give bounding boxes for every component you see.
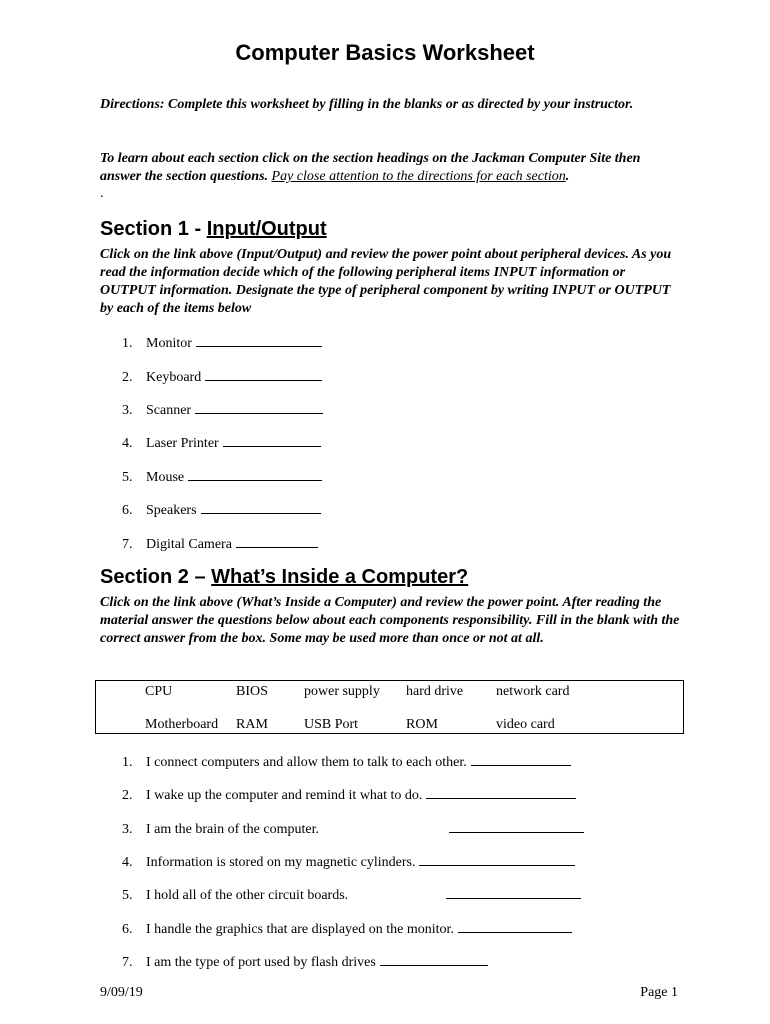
answer-blank[interactable] bbox=[195, 400, 323, 414]
answer-blank[interactable] bbox=[380, 952, 488, 966]
answer-blank[interactable] bbox=[426, 785, 576, 799]
answer-blank[interactable] bbox=[196, 333, 322, 347]
answer-blank[interactable] bbox=[205, 367, 322, 381]
section1-item: 6. Speakers bbox=[122, 500, 321, 519]
section1-item: 2. Keyboard bbox=[122, 367, 322, 386]
section2-link[interactable]: What’s Inside a Computer? bbox=[211, 566, 469, 588]
section2-heading: Section 2 – What’s Inside a Computer? bbox=[100, 566, 469, 588]
section1-heading: Section 1 - Input/Output bbox=[100, 218, 327, 240]
section1-instructions: Click on the link above (Input/Output) and review the power point about peripheral devices. As you read the information decide which of the following peripheral items INPUT information or OUTPUT information. Designate the type of peripheral component by writing INPUT or OUTPUT by each of the items below bbox=[100, 247, 672, 316]
section2-item: 2. I wake up the computer and remind it what to do. bbox=[122, 785, 576, 804]
section2-item: 1. I connect computers and allow them to talk to each other. bbox=[122, 752, 571, 771]
intro-text: To learn about each section click on the section headings on the Jackman Computer Site then answer the section questions. bbox=[100, 151, 641, 184]
section1-item: 4. Laser Printer bbox=[122, 433, 321, 452]
word-bank-item: USB Port bbox=[304, 717, 359, 732]
answer-blank[interactable] bbox=[446, 885, 581, 899]
page-title: Computer Basics Worksheet bbox=[235, 40, 535, 65]
section1-item: 5. Mouse bbox=[122, 467, 322, 486]
section2-item: 4. Information is stored on my magnetic cylinders. bbox=[122, 852, 575, 871]
answer-blank[interactable] bbox=[419, 852, 575, 866]
section1-link[interactable]: Input/Output bbox=[206, 218, 327, 240]
directions-link[interactable]: Pay close attention to the directions for each section bbox=[271, 169, 566, 184]
answer-blank[interactable] bbox=[201, 500, 321, 514]
section2-item: 5. I hold all of the other circuit boards. bbox=[122, 885, 581, 904]
section2-item: 7. I am the type of port used by flash drives bbox=[122, 952, 488, 971]
answer-blank[interactable] bbox=[236, 534, 318, 548]
answer-blank[interactable] bbox=[458, 919, 572, 933]
word-bank-item: power supply bbox=[304, 684, 380, 699]
intro-end: . bbox=[565, 169, 570, 184]
answer-blank[interactable] bbox=[471, 752, 571, 766]
section1-item: 1. Monitor bbox=[122, 333, 322, 352]
word-bank-item: network card bbox=[496, 684, 570, 699]
answer-blank[interactable] bbox=[188, 467, 322, 481]
word-bank-item: CPU bbox=[145, 684, 173, 699]
section2-item: 6. I handle the graphics that are displayed on the monitor. bbox=[122, 919, 572, 938]
word-bank-item: Motherboard bbox=[145, 717, 219, 732]
word-bank-item: ROM bbox=[406, 717, 438, 732]
section1-item: 3. Scanner bbox=[122, 400, 323, 419]
word-bank-item: hard drive bbox=[406, 684, 464, 699]
directions: Directions: Complete this worksheet by filling in the blanks or as directed by your instructor. bbox=[100, 97, 634, 112]
section1-item: 7. Digital Camera bbox=[122, 534, 318, 553]
word-bank-item: BIOS bbox=[236, 684, 268, 699]
section2-instructions: Click on the link above (What’s Inside a Computer) and review the power point. After reading the material answer the questions below about each components responsibility. Fill in the blank with the correct answer from the box. Some may be used more than once or not at all. bbox=[100, 595, 680, 646]
word-bank bbox=[95, 680, 684, 734]
intro-paragraph bbox=[100, 150, 680, 186]
answer-blank[interactable] bbox=[449, 819, 584, 833]
word-bank-item: video card bbox=[496, 717, 555, 732]
footer-page-number: Page 1 bbox=[640, 985, 678, 1000]
word-bank-item: RAM bbox=[236, 717, 268, 732]
section2-item: 3. I am the brain of the computer. bbox=[122, 819, 584, 838]
stray-dot: . bbox=[100, 186, 104, 201]
answer-blank[interactable] bbox=[223, 433, 321, 447]
footer-date: 9/09/19 bbox=[100, 985, 143, 1000]
